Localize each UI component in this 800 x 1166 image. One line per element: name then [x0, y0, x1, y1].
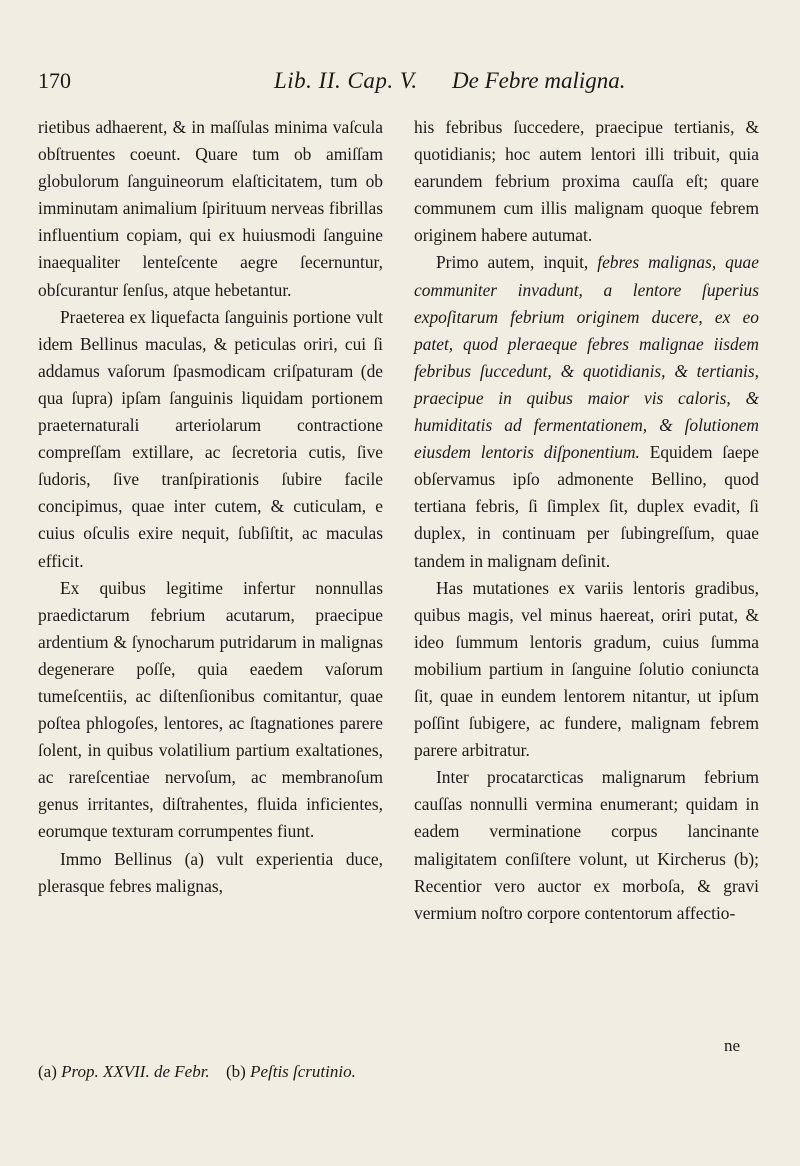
footnote-a [38, 1062, 210, 1082]
paragraph: Has mutationes ex variis lentoris gradibus, quibus magis, vel minus haereat, oriri putat, & ideo ſummum lentoris gradum, cuius ſumma mobilium partium in ſanguine ſolutio coniuncta ſit, quae in eundem lentorem nitantur, ut ipſum poſſint ſubigere, ac fundere, malignam febrem parere arbitratur. [414, 577, 759, 761]
running-header [38, 68, 768, 100]
footnote-text: Prop. XXVII. de Febr. [61, 1062, 210, 1081]
paragraph: Ex quibus legitime infertur nonnullas praedictarum febrium acutarum, praecipue ardentium & ſynocharum putridarum in malignas degenerare poſſe, quia eaedem vaſorum tumeſcentiis, ac diſtenſionibus comitantur, quae poſtea phlogoſes, lentores, ac ſtagnationes parere ſolent, in quibus volatilium partium exaltationes, ac rareſcentiae nervoſum, ac membranoſum genus irritantes, diſtrahentes, fluida inficientes, eorumque texturam corrumpentes fiunt. [38, 577, 383, 842]
left-column [38, 114, 383, 900]
catchword: ne [724, 1036, 741, 1055]
page-number: 170 [38, 68, 71, 93]
paragraph: rietibus adhaerent, & in maſſulas minima vaſcula obſtruentes coeunt. Quare tum ob amiſſam globulorum ſanguineorum elaſticitatem, tum ob imminutam animalium ſpirituum nerveas fibrillas influentium copiam, qui ex huiusmodi ſanguine inaequaliter lenteſcente aegre ſecernuntur, obſcurantur ſenſus, atque hebetantur. [38, 117, 383, 300]
paragraph [414, 249, 759, 574]
chapter-heading: Lib. II. Cap. V. [274, 68, 418, 93]
right-column [414, 114, 759, 927]
section-heading: De Febre maligna. [452, 68, 626, 93]
paragraph: Immo Bellinus (a) vult experientia duce, plerasque febres malignas, [38, 848, 383, 896]
paragraph: his febribus ſuccedere, praecipue tertianis, & quotidianis; hoc autem lentori illi tribuit, quia earundem febrium proxima cauſſa eſt; quare communem cum illis malignam quoque febrem originem habere autumat. [414, 117, 759, 246]
quotation: febres malignas, quae communiter invadunt, a lentore ſuperius expoſitarum febrium originem ducere, ex eo patet, quod pleraeque febres malignae iisdem febribus ſuccedunt, & quotidianis, & tertianis, praecipue in quibus maior vis caloris, & humiditatis ad fermentationem, & ſolutionem eiusdem lentoris diſponentium. [414, 252, 759, 463]
paragraph: Praeterea ex liquefacta ſanguinis portione vult idem Bellinus maculas, & peticulas oriri, cui ſi addamus vaſorum ſpasmodicam criſpaturam (de qua ſupra) ipſam ſanguinis liquidam portionem praeternaturali arteriolarum contractione compreſſam extillare, ac ſecretoria cutis, ſive ſudoris, ſive tranſpirationis ſubire facile concipimus, quae inter cutem, & cuticulam, e cuius oſculis exire nequit, ſubſiſtit, ac maculas efficit. [38, 306, 383, 571]
footnote-text: Peſtis ſcrutinio. [250, 1062, 356, 1081]
footnote-mark: (a) [38, 1062, 57, 1081]
footnote-mark: (b) [226, 1062, 246, 1081]
footnote-b [226, 1062, 356, 1082]
quote-tail: Equidem ſaepe obſervamus ipſo admonente Bellino, quod tertiana febris, ſi ſimplex ſit, duplex evadit, ſi duplex, in continuam per ſubingreſſum, quae tandem in malignam deſinit. [414, 442, 759, 571]
paragraph: Inter procatarcticas malignarum febrium cauſſas nonnulli vermina enumerant; quidam in eadem verminatione corpus lancinante maligitatem conſiſtere volunt, ut Kircherus (b); Recentior vero auctor ex morboſa, & gravi vermium noſtro corpore contentorum affectio- [414, 767, 759, 923]
quote-lead: Primo autem, inquit, [436, 252, 589, 273]
